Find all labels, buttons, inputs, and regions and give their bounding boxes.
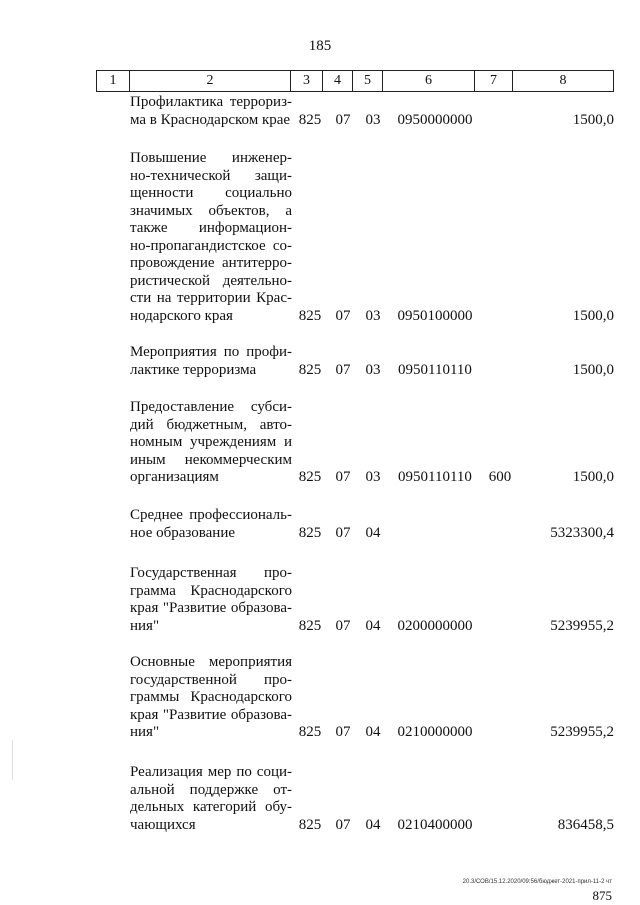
header-col-1: 1 — [97, 71, 130, 91]
cell-c6: 0210400000 — [397, 816, 473, 833]
cell-c8: 1500,0 — [572, 361, 614, 378]
cell-c8: 5239955,2 — [550, 617, 614, 634]
row-description: Государственная про- грамма Краснодарского края "Развитие образова- ния" — [130, 565, 292, 634]
cell-c4: 07 — [335, 617, 351, 634]
cell-c3: 825 — [298, 111, 322, 128]
header-col-3: 3 — [291, 71, 323, 91]
cell-c8: 836458,5 — [557, 816, 614, 833]
cell-c6: 0950110110 — [398, 361, 472, 378]
cell-c4: 07 — [335, 816, 351, 833]
table-header — [96, 70, 614, 92]
cell-c5: 03 — [365, 361, 381, 378]
cell-c3: 825 — [298, 469, 322, 485]
cell-c8: 5239955,2 — [550, 724, 614, 740]
footer-page-number: 875 — [592, 888, 612, 903]
row-description: Профилактика террориз- ма в Краснодарском крае — [130, 94, 292, 128]
cell-c4: 07 — [335, 469, 351, 485]
header-col-4: 4 — [323, 71, 353, 91]
cell-c3: 825 — [298, 307, 322, 324]
cell-c5: 03 — [365, 111, 381, 128]
row-description: Повышение инженер- но-технической защи- щенности социально значимых объектов, а также информацион- но-пропагандистское со- провождение антитерро- ристической деятельно- сти на территории Крас- нодарского края — [130, 150, 292, 324]
cell-c3: 825 — [298, 617, 322, 634]
margin-mark — [12, 740, 13, 780]
cell-c5: 03 — [365, 469, 381, 485]
row-description: Среднее профессиональ- ное образование — [130, 507, 292, 541]
row-description: Мероприятия по профи- лактике терроризма — [130, 344, 292, 378]
cell-c8: 1500,0 — [572, 111, 614, 128]
cell-c3: 825 — [298, 524, 322, 541]
footer-note: 20.3/СОВ/15.12.2020/09:56/бюджет-2021-прил-11-2 чт — [462, 879, 612, 885]
row-description: Основные мероприятия государственной про- граммы Краснодарского края "Развитие образова- ния" — [130, 654, 292, 740]
cell-c6: 0200000000 — [397, 617, 473, 634]
cell-c5: 03 — [365, 307, 381, 324]
cell-c6: 0950110110 — [398, 469, 472, 485]
row-description: Предоставление субси- дий бюджетным, авто- номным учреждениям и иным некоммерческим организациям — [130, 399, 292, 485]
cell-c4: 07 — [335, 111, 351, 128]
cell-c5: 04 — [365, 724, 381, 740]
cell-c4: 07 — [335, 361, 351, 378]
cell-c8: 1500,0 — [572, 469, 614, 485]
header-col-7: 7 — [475, 71, 513, 91]
cell-c5: 04 — [365, 617, 381, 634]
cell-c4: 07 — [335, 524, 351, 541]
cell-c6: 0950000000 — [397, 111, 473, 128]
cell-c8: 5323300,4 — [550, 524, 614, 541]
cell-c3: 825 — [298, 361, 322, 378]
cell-c4: 07 — [335, 724, 351, 740]
row-description: Реализация мер по соци- альной поддержке от- дельных категорий обу- чающихся — [130, 764, 292, 833]
header-col-2: 2 — [130, 71, 291, 91]
cell-c3: 825 — [298, 816, 322, 833]
cell-c6: 0950100000 — [397, 307, 473, 324]
header-col-8: 8 — [559, 73, 567, 88]
cell-c8: 1500,0 — [572, 307, 614, 324]
header-col-5: 5 — [353, 71, 383, 91]
cell-c4: 07 — [335, 307, 351, 324]
header-col-6: 6 — [383, 71, 475, 91]
cell-c6: 0210000000 — [397, 724, 473, 740]
cell-c3: 825 — [298, 724, 322, 740]
cell-c5: 04 — [365, 816, 381, 833]
page-number: 185 — [308, 38, 332, 54]
cell-c7: 600 — [488, 469, 512, 485]
cell-c5: 04 — [365, 524, 381, 541]
